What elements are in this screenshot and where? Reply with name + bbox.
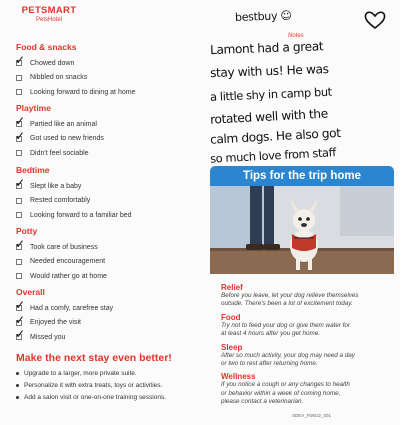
bullet-item (16, 391, 166, 403)
tip-title: Wellness (221, 372, 256, 382)
checklist-item[interactable] (15, 176, 132, 194)
note-line: Lamont had a great (209, 39, 324, 58)
checklist-item[interactable] (15, 312, 113, 331)
checkbox-icon[interactable] (15, 114, 26, 129)
section-bedtime (16, 165, 132, 223)
note-line: stay with us! He was (209, 62, 329, 81)
handwritten-check-icon: ✓ (15, 312, 26, 327)
item-label: Had a comfy, carefree stay (30, 304, 114, 312)
checkbox-icon[interactable] (15, 128, 26, 143)
bullet-item (16, 379, 166, 391)
tip-text: After so much activity, your dog may need a day (221, 351, 355, 359)
footer-code: SDEV_FbWJ2_001 (292, 413, 332, 418)
handwritten-check-icon: ✓ (15, 53, 26, 68)
tips-header: Tips for the trip home (210, 166, 394, 186)
section-food (16, 42, 135, 100)
tip-text: If you notice a cough or any changes to health (221, 381, 350, 389)
checkbox-icon[interactable] (15, 312, 26, 327)
bullet-dot-icon (16, 372, 19, 375)
tip-food (221, 313, 396, 339)
checkbox-icon[interactable] (15, 237, 26, 252)
dog-photo (210, 186, 394, 274)
handwritten-check-icon: ✓ (15, 114, 26, 129)
handwritten-check-icon: ✓ (15, 176, 26, 191)
brand-name: PETSMART (21, 5, 77, 16)
bullet-dot-icon (16, 396, 19, 399)
tip-text: at least 4 hours after you get home. (221, 330, 321, 338)
section-playtime (16, 103, 104, 161)
tip-title: Food (221, 312, 241, 322)
bullet-item (16, 367, 166, 379)
bullet-text: Upgrade to a larger, more private suite. (24, 369, 137, 377)
checklist-item[interactable] (15, 327, 113, 345)
checkbox-icon[interactable] (16, 89, 22, 95)
checkbox-icon[interactable] (16, 273, 22, 279)
item-label: Looking forward to a familiar bed (30, 211, 132, 219)
checkbox-icon[interactable] (15, 327, 26, 342)
checklist-item[interactable] (16, 71, 135, 86)
item-label: Missed you (30, 333, 66, 341)
cta-title: Make the next stay even better! (16, 352, 172, 364)
checklist-item[interactable] (16, 208, 132, 223)
checklist-item[interactable] (15, 114, 104, 132)
item-label: Nibbled on snacks (30, 74, 88, 82)
item-label: Slept like a baby (30, 182, 82, 190)
section-title: Bedtime (16, 165, 50, 175)
handwritten-check-icon: ✓ (15, 298, 26, 313)
tip-text: or behavior within a week of coming home, (221, 389, 341, 397)
checklist-item[interactable] (15, 237, 107, 255)
section-title: Playtime (16, 103, 51, 113)
note-line: rotated well with the (209, 106, 329, 127)
tip-title: Sleep (221, 342, 243, 352)
section-title: Potty (16, 226, 38, 236)
checklist-item[interactable] (15, 128, 104, 147)
checkbox-icon[interactable] (16, 75, 22, 81)
tip-text: or two to rest after returning home. (221, 360, 318, 368)
checkbox-icon[interactable] (16, 212, 22, 218)
item-label: Enjoyed the visit (30, 319, 81, 327)
handwritten-check-icon: ✓ (15, 327, 26, 342)
item-label: Needed encouragement (30, 258, 106, 266)
checklist-item[interactable] (16, 255, 107, 270)
tip-text: outside. There's been a lot of excitement today. (221, 300, 353, 308)
checkbox-icon[interactable] (16, 198, 22, 204)
handwritten-check-icon: ✓ (15, 237, 26, 252)
checkbox-icon[interactable] (15, 53, 26, 68)
checklist-item[interactable] (16, 269, 107, 284)
note-line: calm dogs. He also got (209, 125, 341, 147)
checkbox-icon[interactable] (15, 176, 26, 191)
checkbox-icon[interactable] (16, 150, 22, 156)
item-label: Partied like an animal (30, 120, 97, 128)
handwritten-signature: bestbuy ☺ (234, 9, 292, 24)
item-label: Looking forward to dining at home (30, 88, 136, 96)
checklist-item[interactable] (15, 53, 135, 71)
bullet-dot-icon (16, 384, 19, 387)
handwritten-check-icon: ✓ (15, 128, 26, 143)
tips-body (221, 279, 396, 407)
notes-label: Notes (288, 33, 304, 39)
heart-doodle-icon (363, 10, 387, 30)
cta-bullet-list (16, 367, 166, 403)
note-line: so much love from staff (209, 145, 337, 166)
tip-text: Try not to feed your dog or give them water for (221, 321, 351, 329)
tip-text: Before you leave, let your dog relieve themselves (221, 292, 359, 299)
item-label: Chowed down (30, 59, 75, 67)
section-potty (16, 226, 107, 284)
section-overall (16, 287, 113, 345)
item-label: Didn't feel sociable (30, 149, 89, 157)
tip-wellness (221, 372, 396, 406)
tip-relief (221, 283, 396, 309)
checklist-item[interactable] (16, 146, 104, 161)
note-line: a little shy in camp but (209, 84, 332, 104)
tip-title: Relief (221, 283, 243, 292)
checkbox-icon[interactable] (16, 259, 22, 265)
bullet-text: Personalize it with extra treats, toys or activities. (24, 381, 163, 389)
section-title: Overall (16, 287, 45, 297)
bullet-text: Add a salon visit or one-on-one training sessions. (24, 393, 166, 401)
item-label: Got used to new friends (30, 135, 104, 143)
checkbox-icon[interactable] (15, 298, 26, 313)
checklist-item[interactable] (16, 85, 135, 100)
brand-sub: PetsHotel (35, 16, 62, 23)
checklist-item[interactable] (15, 298, 114, 316)
tip-text: please contact a veterinarian. (221, 398, 304, 406)
item-label: Would rather go at home (30, 272, 107, 280)
section-title: Food & snacks (16, 42, 77, 52)
dog-photo-illustration (210, 186, 394, 274)
checklist-item[interactable] (16, 194, 132, 209)
tip-sleep (221, 343, 396, 369)
item-label: Rested comfortably (30, 197, 91, 205)
item-label: Took care of business (30, 243, 98, 251)
